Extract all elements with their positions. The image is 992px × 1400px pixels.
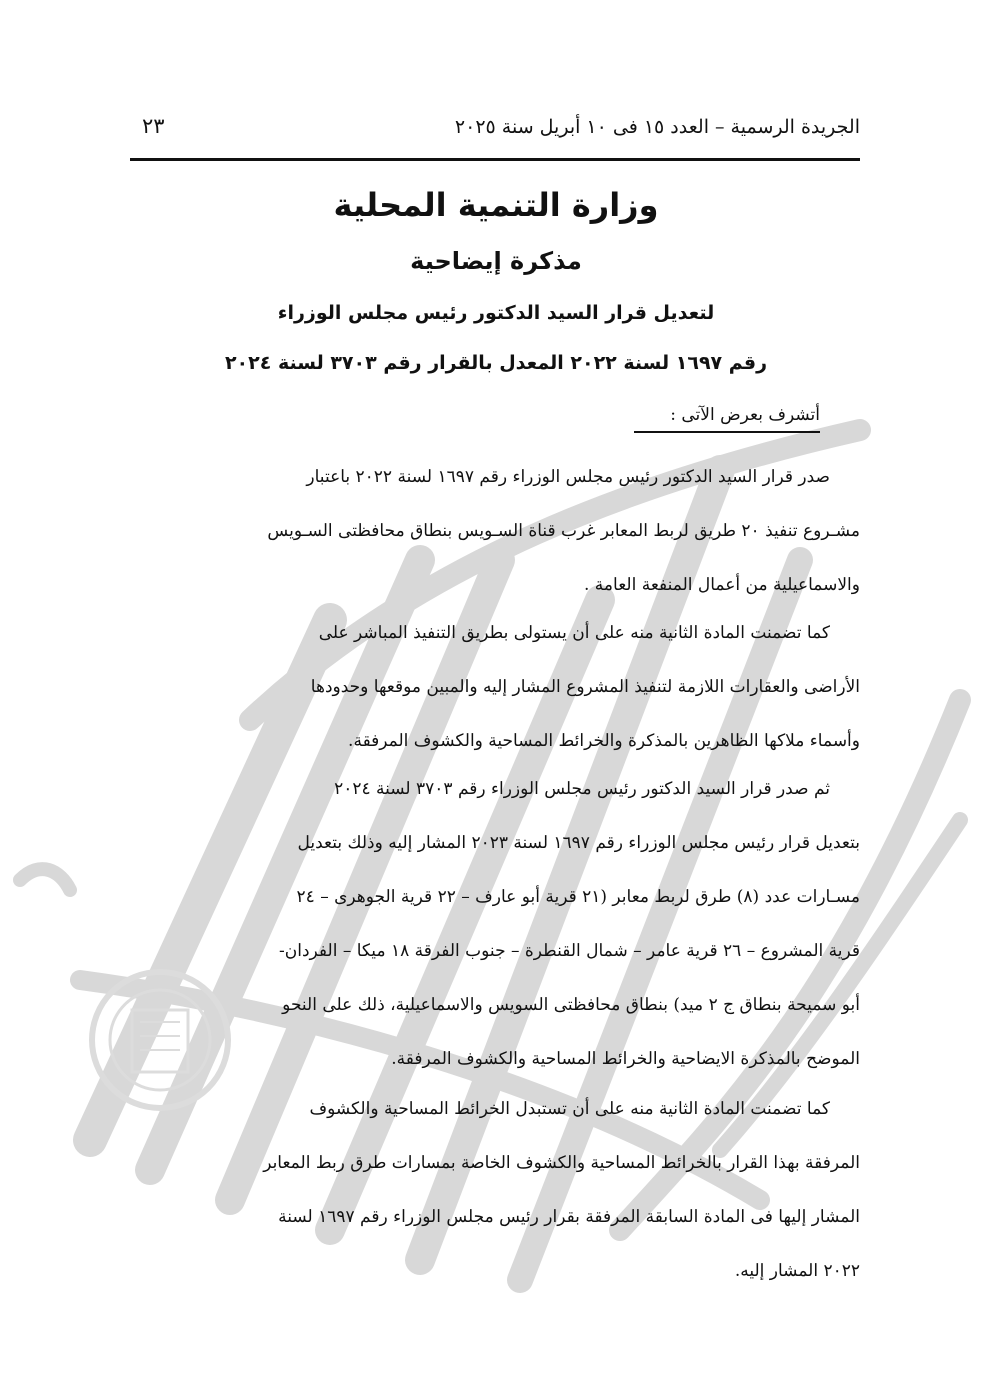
paragraph-3	[130, 762, 860, 1086]
paragraph-4	[130, 1082, 860, 1298]
subject-line-1: لتعديل قرار السيد الدكتور رئيس مجلس الوزراء	[277, 302, 715, 324]
text-line: والاسماعيلية من أعمال المنفعة العامة .	[583, 575, 860, 595]
text-line: وأسماء ملاكها الظاهرين بالمذكرة والخرائط المساحية والكشوف المرفقة.	[348, 731, 860, 751]
paragraph-2	[130, 606, 860, 768]
text-line: كما تضمنت المادة الثانية منه على أن تستبدل الخرائط المساحية والكشوف	[309, 1099, 830, 1119]
gazette-header	[130, 112, 860, 161]
paragraph-1	[130, 450, 860, 612]
text-line: مسـارات عدد (٨) طرق لربط معابر (٢١ قرية أبو عارف – ٢٢ قرية الجوهرى – ٢٤	[296, 887, 860, 907]
text-line: ٢٠٢٢ المشار إليه.	[734, 1261, 860, 1281]
greeting: أتشرف بعرض الآتى :	[634, 405, 820, 433]
text-line: كما تضمنت المادة الثانية منه على أن يستولى بطريق التنفيذ المباشر على	[318, 623, 830, 643]
text-line: قرية المشروع – ٢٦ قرية عامر – شمال القنطرة – جنوب الفرقة ١٨ ميكا – الفردان-	[279, 941, 860, 961]
gazette-header-title: الجريدة الرسمية – العدد ١٥ فى ١٠ أبريل سنة ٢٠٢٥	[454, 116, 860, 138]
text-line: الأراضى والعقارات اللازمة لتنفيذ المشروع المشار إليه والمبين موقعها وحدودها	[310, 677, 860, 697]
text-line: المرفقة بهذا القرار بالخرائط المساحية والكشوف الخاصة بمسارات طرق ربط المعابر	[263, 1153, 860, 1173]
text-line: صدر قرار السيد الدكتور رئيس مجلس الوزراء رقم ١٦٩٧ لسنة ٢٠٢٢ باعتبار	[306, 467, 830, 487]
text-line: الموضح بالمذكرة الايضاحية والخرائط المساحية والكشوف المرفقة.	[391, 1049, 860, 1069]
text-line: مشـروع تنفيذ ٢٠ طريق لربط المعابر غرب قناة السـويس بنطاق محافظتى السـويس	[267, 521, 860, 541]
subject-line-2: رقم ١٦٩٧ لسنة ٢٠٢٢ المعدل بالقرار رقم ٣٧٠٣ لسنة ٢٠٢٤	[224, 352, 768, 374]
text-line: أبو سميحة بنطاق ج ٢ ميد) بنطاق محافظتى السويس والاسماعيلية، ذلك على النحو	[282, 995, 860, 1015]
text-line: ثم صدر قرار السيد الدكتور رئيس مجلس الوزراء رقم ٣٧٠٣ لسنة ٢٠٢٤	[334, 779, 830, 799]
ministry-title: وزارة التنمية المحلية	[333, 186, 659, 224]
text-line: بتعديل قرار رئيس مجلس الوزراء رقم ١٦٩٧ لسنة ٢٠٢٣ المشار إليه وذلك بتعديل	[297, 833, 860, 853]
page-number: ٢٣	[142, 114, 165, 138]
text-line: المشار إليها فى المادة السابقة المرفقة بقرار رئيس مجلس الوزراء رقم ١٦٩٧ لسنة	[278, 1207, 860, 1227]
memo-title: مذكرة إيضاحية	[410, 247, 582, 275]
